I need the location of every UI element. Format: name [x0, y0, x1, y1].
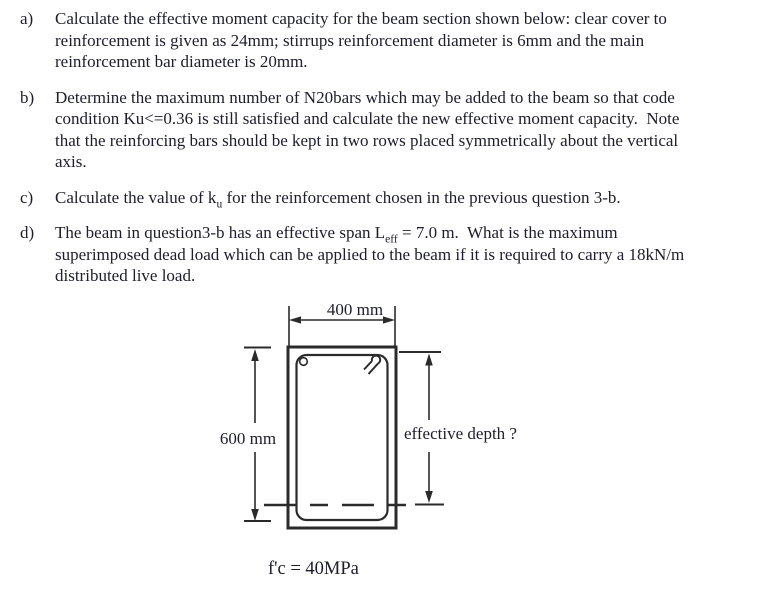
question-line: reinforcement bar diameter is 20mm.	[55, 52, 308, 71]
question-label: b)	[20, 87, 35, 107]
question-label: c)	[20, 187, 34, 207]
question-body	[55, 222, 770, 287]
subscript-text: eff	[385, 232, 398, 246]
effective-depth-label: effective depth ?	[404, 424, 517, 443]
height-dimension-label: 600 mm	[219, 429, 277, 448]
rebar-circle	[300, 358, 308, 366]
question-line: Calculate the effective moment capacity for the beam section shown below: clear cover to	[55, 9, 667, 28]
subscript-text: u	[216, 196, 223, 210]
height-dimension	[220, 348, 276, 522]
question-item	[0, 8, 770, 73]
question-line: condition Ku<=0.36 is still satisfied and calculate the new effective moment capacity. Note	[55, 109, 680, 128]
stirrup-hook	[364, 356, 380, 374]
concrete-strength-label: f'c = 40MPa	[268, 559, 359, 579]
question-line: distributed live load.	[55, 266, 196, 285]
question-body	[55, 187, 770, 209]
question-line: superimposed dead load which can be applied to the beam if it is required to carry a 18kN/m	[55, 244, 685, 264]
question-item	[0, 222, 770, 287]
width-arrow-left	[289, 316, 301, 323]
width-arrow-right	[383, 316, 395, 323]
question-label: a)	[20, 9, 34, 28]
question-line: axis.	[55, 152, 87, 171]
stirrup	[297, 355, 388, 520]
question-line: reinforcement is given as 24mm; stirrups reinforcement diameter is 6mm and the main	[55, 30, 645, 50]
question-list	[0, 8, 770, 301]
question-body	[55, 8, 770, 73]
beam-section-diagram	[0, 296, 770, 602]
question-line: The beam in question3-b has an effective span $L_{eff} = 7.0$ m. What is the maximum	[55, 223, 618, 246]
question-body	[55, 87, 770, 173]
question-line: Calculate the value of $k_u$ for the reinforcement chosen in the previous question 3-b.	[55, 187, 621, 210]
question-label: d)	[20, 223, 35, 242]
question-line: that the reinforcing bars should be kept in two rows placed symmetrically about the vertical	[55, 130, 679, 150]
question-line: Determine the maximum number of N20bars which may be added to the beam so that code	[55, 87, 675, 107]
effective-depth-dimension	[399, 352, 517, 505]
width-dimension-label: 400 mm	[326, 300, 384, 319]
question-item	[0, 187, 770, 209]
width-dimension	[289, 300, 395, 347]
height-arrow-down	[251, 509, 259, 521]
depth-arrow-down	[425, 491, 433, 503]
question-item	[0, 87, 770, 173]
beam-outline	[288, 347, 396, 528]
